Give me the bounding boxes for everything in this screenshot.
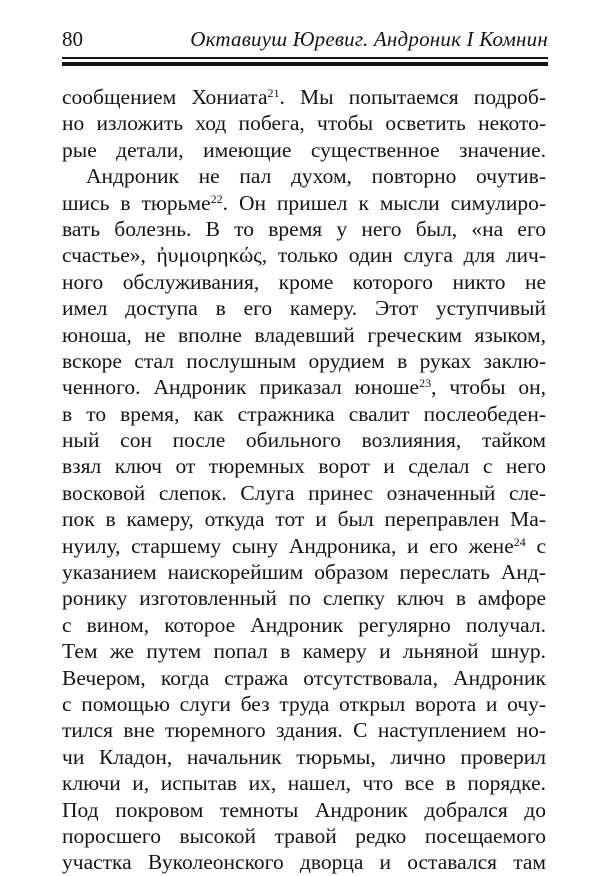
text-line: [62, 322, 546, 348]
text-line: [62, 823, 546, 849]
text-line-text: но изложить ход побега, чтобы осветить некото-: [62, 111, 546, 136]
text-line-text: нуилу, старшему сыну Андроника, и его жене: [62, 533, 514, 558]
header-rule-thin: [62, 57, 548, 59]
text-line: [62, 216, 546, 242]
text-line-text: участка Вуколеонского дворца и оставался там: [62, 850, 546, 875]
text-line: [62, 506, 546, 532]
text-line: [62, 612, 546, 638]
text-line: [62, 137, 546, 163]
text-line-continuation: , чтобы он,: [431, 375, 546, 400]
text-line: [62, 401, 546, 427]
text-line: [62, 348, 546, 374]
text-line-text: указанием наискорейшим образом переслать Анд-: [62, 560, 546, 585]
text-line: [62, 770, 546, 796]
text-line: [62, 559, 546, 585]
footnote-reference: 24: [513, 534, 526, 549]
text-line: [62, 427, 546, 453]
text-line-text: счастье», ἠυμοιρηκώς, только один слуга для лич-: [62, 243, 546, 268]
text-line-text: поросшего высокой травой редко посещаемого: [62, 823, 546, 848]
text-line-text: Андроник не пал духом, повторно очутив-: [86, 164, 546, 189]
text-line-text: вскоре стал послушным орудием в руках заклю-: [62, 348, 546, 373]
text-line: [62, 242, 546, 268]
text-line-text: Вечером, когда стража отсутствовала, Андроник: [62, 665, 546, 690]
text-line-continuation: . Мы попытаемся подроб-: [279, 85, 546, 109]
text-line: [62, 453, 546, 479]
text-line: [62, 638, 546, 664]
text-line: [62, 295, 546, 321]
text-line: [62, 190, 546, 216]
text-line-text: взял ключ от тюремных ворот и сделал с него: [62, 454, 546, 479]
text-line-text: вать болезнь. В то время у него был, «на его: [62, 216, 546, 241]
footnote-reference: 21: [267, 86, 280, 100]
text-line: [62, 665, 546, 691]
text-line-text: ключи и, испытав их, нашел, что все в порядке.: [62, 771, 546, 796]
running-head-title: Октавиуш Юревиг. Андроник I Комнин: [190, 27, 548, 51]
text-line: [62, 585, 546, 611]
footnote-reference: 23: [419, 376, 432, 391]
body-text: [62, 84, 546, 876]
text-line-text: восковой слепок. Слуга принес означенный сле-: [62, 480, 546, 505]
text-line-text: с помощью слуги без труда открыл ворота и очу-: [62, 691, 546, 716]
text-line-continuation: . Он пришел к мысли симулиро-: [222, 190, 546, 215]
text-line: [62, 797, 546, 823]
text-line: [62, 269, 546, 295]
text-line-text: ный сон после обильного возлияния, тайком: [62, 428, 546, 453]
text-line: [62, 691, 546, 717]
text-line: [62, 110, 546, 136]
text-line-text: ного обслуживания, кроме которого никто не: [62, 269, 546, 294]
text-line: [62, 480, 546, 506]
text-line-text: пок в камеру, откуда тот и был переправлен Ма-: [62, 507, 546, 532]
text-line-text: шись в тюрьме: [62, 190, 211, 215]
text-line: [62, 84, 546, 110]
text-line-text: Под покровом темноты Андроник добрался до: [62, 797, 546, 822]
text-line-text: чи Кладон, начальник тюрьмы, лично проверил: [62, 744, 546, 769]
text-line-text: рые детали, имеющие существенное значение.: [62, 137, 546, 162]
text-line-text: имел доступа в его камеру. Этот уступчивый: [62, 296, 546, 321]
header-rule-thick: [62, 62, 548, 66]
text-line-text: Тем же путем попал в камеру и льняной шнур.: [62, 639, 546, 664]
text-line: [62, 163, 546, 189]
footnote-reference: 22: [210, 191, 223, 206]
text-line-text: юноша, не вполне владевший греческим языком,: [62, 322, 546, 347]
text-line: [62, 744, 546, 770]
running-head: [62, 24, 548, 54]
text-line-text: в то время, как стражника свалит послеобеден-: [62, 401, 546, 426]
text-line: [62, 717, 546, 743]
text-line-text: тился вне тюремного здания. С наступлением но-: [62, 718, 546, 743]
text-line-text: с вином, которое Андроник регулярно получал.: [62, 612, 546, 637]
text-line: [62, 374, 546, 400]
text-line-text: ронику изготовленный по слепку ключ в амфоре: [62, 586, 546, 611]
text-line-text: ченного. Андроник приказал юноше: [62, 375, 420, 400]
text-line: [62, 533, 546, 559]
text-line-continuation: с: [525, 533, 546, 558]
page-number: 80: [62, 27, 83, 51]
text-line-text: сообщением Хониата: [62, 85, 268, 109]
